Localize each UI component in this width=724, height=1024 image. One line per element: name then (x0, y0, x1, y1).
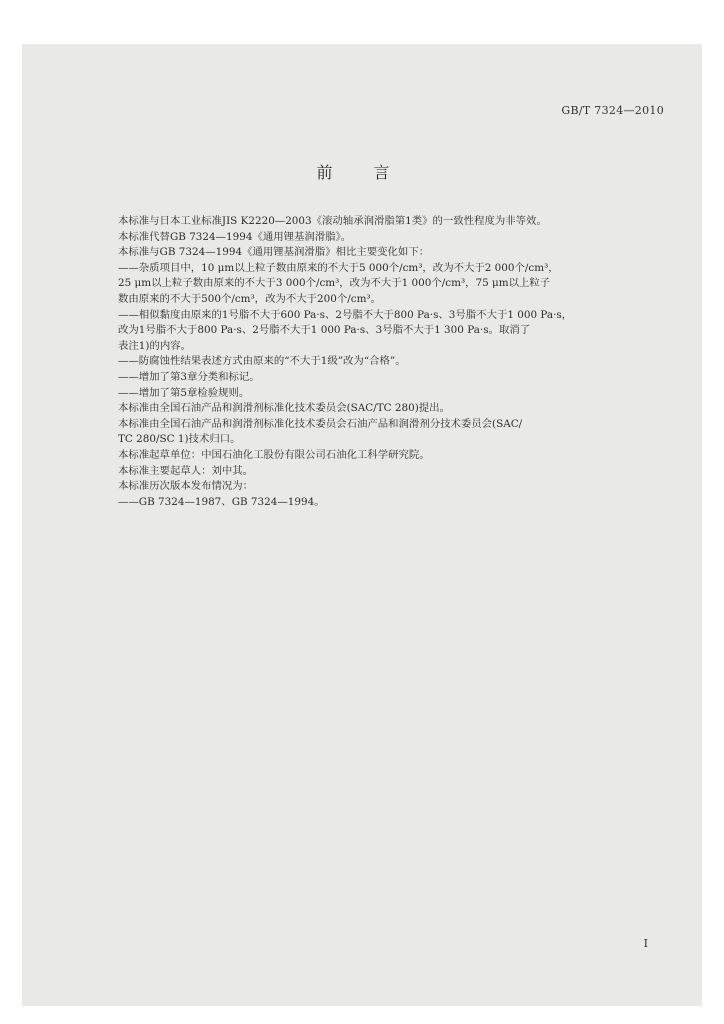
foreword-body (118, 214, 666, 510)
paragraph: 本标准由全国石油产品和润滑剂标准化技术委员会(SAC/TC 280)提出。 (118, 402, 450, 415)
change-item: ——相似黏度由原来的1号脂不大于600 Pa·s、2号脂不大于800 Pa·s、3号脂不大于1 000 Pa·s， (118, 308, 573, 321)
change-item: ——增加了第5章检验规则。 (118, 386, 250, 399)
change-item-continued: 改为1号脂不大于800 Pa·s、2号脂不大于1 000 Pa·s、3号脂不大于1 300 Pa·s。取消了 (118, 324, 531, 337)
change-item-continued: 表注1)的内容。 (118, 339, 192, 352)
page-number: I (643, 937, 648, 950)
change-item: ——增加了第3章分类和标记。 (118, 370, 260, 383)
change-item: ——GB 7324—1987、GB 7324—1994。 (118, 495, 325, 508)
paragraph: 本标准代替GB 7324—1994《通用锂基润滑脂》。 (118, 230, 352, 243)
document-page (22, 44, 702, 1006)
standard-number: GB/T 7324—2010 (561, 104, 664, 117)
paragraph: 本标准主要起草人：刘中其。 (118, 464, 254, 477)
page-title: 前 言 (316, 163, 408, 182)
change-item: ——杂质项目中，10 μm以上粒子数由原来的不大于5 000个/cm³，改为不大于2 000个/cm³， (118, 261, 559, 274)
change-item-continued: 25 μm以上粒子数由原来的不大于3 000个/cm³，改为不大于1 000个/cm³，75 μm以上粒子 (118, 277, 551, 290)
paragraph: 本标准与GB 7324—1994《通用锂基润滑脂》相比主要变化如下： (118, 246, 430, 259)
paragraph: 本标准与日本工业标准JIS K2220—2003《滚动轴承润滑脂第1类》的一致性程度为非等效。 (118, 215, 547, 227)
paragraph-continued: TC 280/SC 1)技术归口。 (118, 433, 241, 446)
paragraph: 本标准起草单位：中国石油化工股份有限公司石油化工科学研究院。 (118, 448, 430, 461)
paragraph: 本标准历次版本发布情况为： (118, 480, 254, 493)
change-item-continued: 数由原来的不大于500个/cm³，改为不大于200个/cm³。 (118, 292, 381, 305)
change-item: ——防腐蚀性结果表述方式由原来的“不大于1级”改为“合格”。 (118, 355, 406, 368)
paragraph: 本标准由全国石油产品和润滑剂标准化技术委员会石油产品和润滑剂分技术委员会(SAC/ (118, 417, 523, 430)
